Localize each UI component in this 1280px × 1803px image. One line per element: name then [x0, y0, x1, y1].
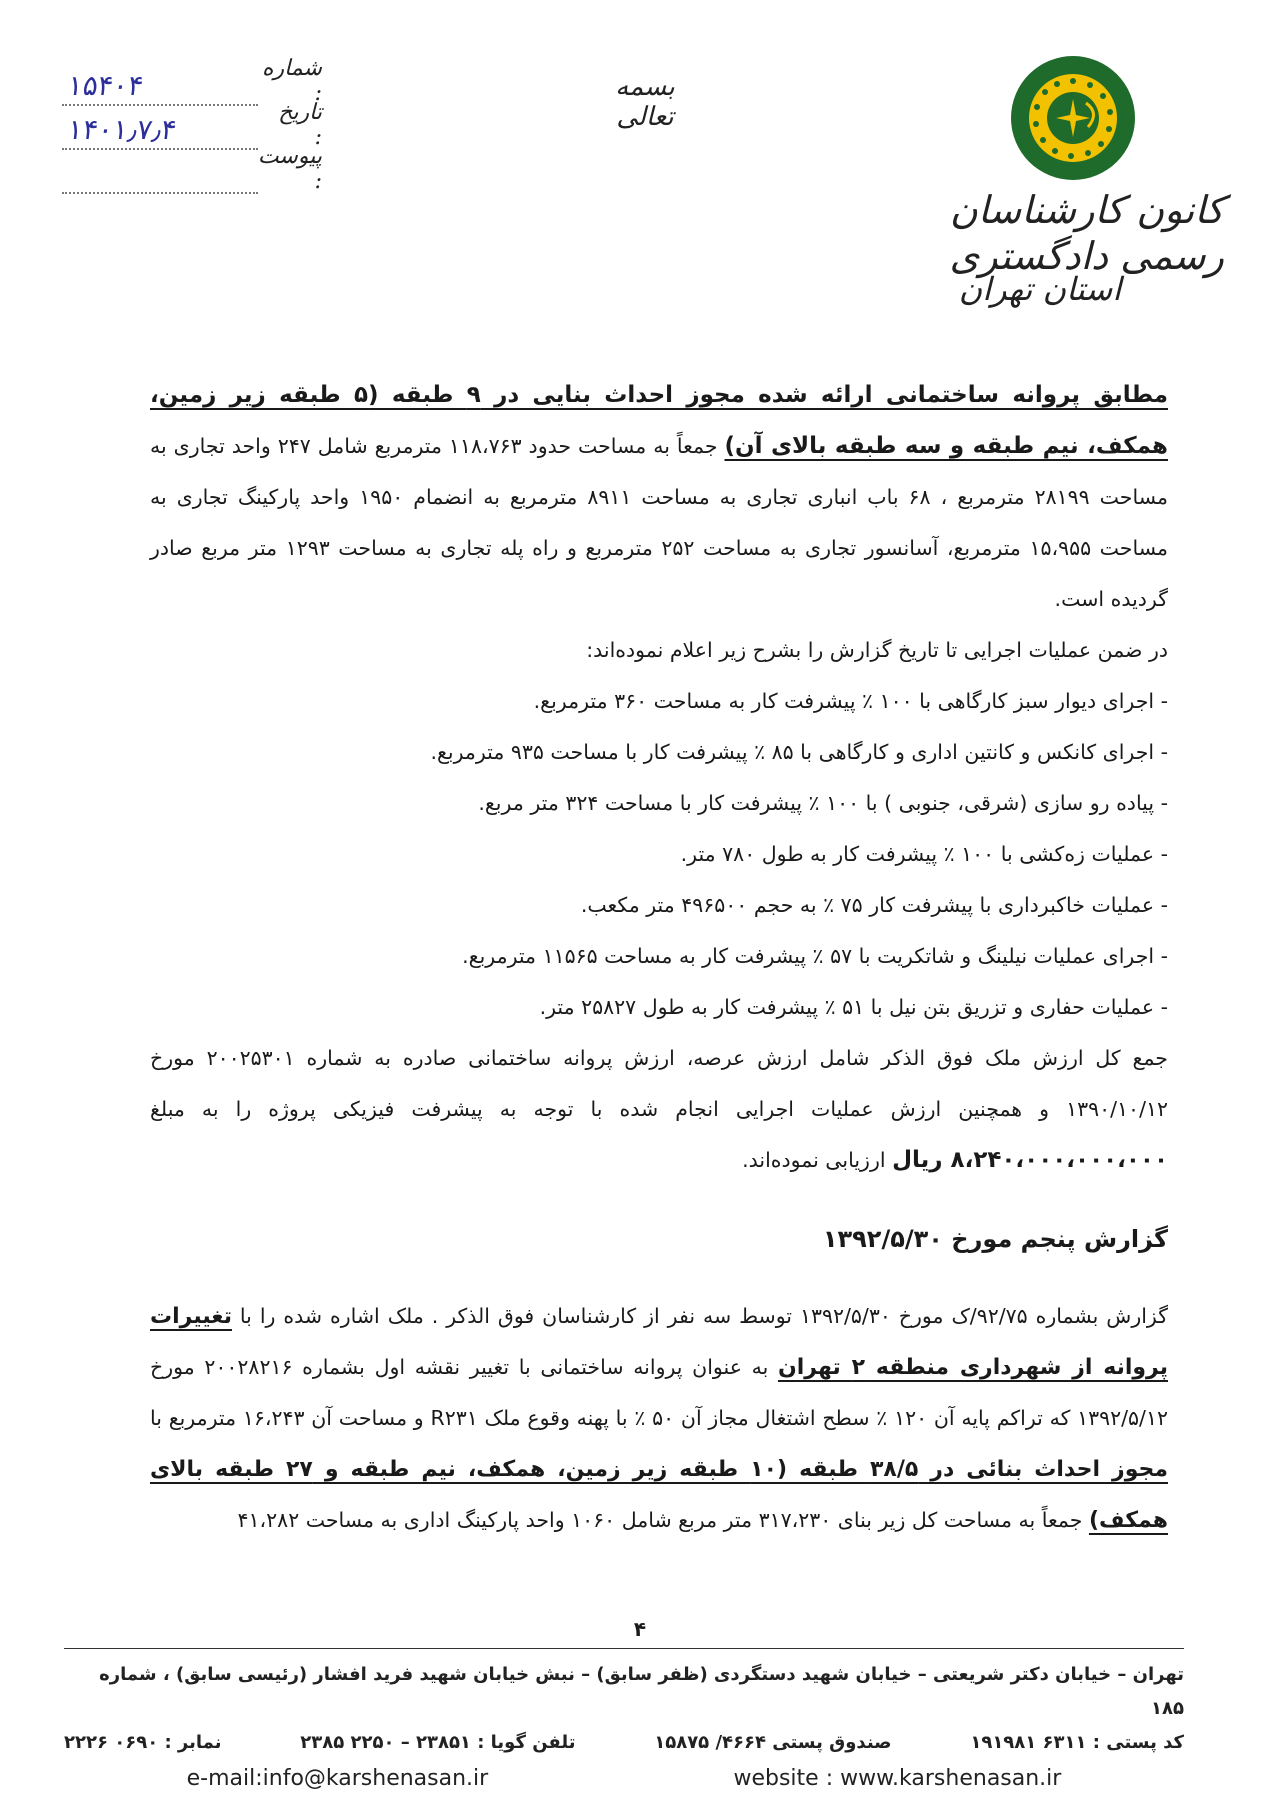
report-paragraph [150, 1291, 1168, 1546]
report-text-c: جمعاً به مساحت کل زیر بنای ۳۱۷،۲۳۰ متر مربع شامل ۱۰۶۰ واحد پارکینگ اداری به مساحت ۴۱،۲۸۲ [237, 1508, 1089, 1532]
meta-number-value: ۱۵۴۰۴ [65, 69, 146, 102]
meta-attachment-line [62, 158, 258, 194]
valuation-text: جمع کل ارزش ملک فوق الذکر شامل ارزش عرصه، ارزش پروانه ساختمانی صادره به شماره ۲۰۰۲۵۳۰۱ مورخ ۱۳۹۰/۱۰/۱۲ و همچنین ارزش عملیات اجرایی انجام شده با توجه به پیشرفت فیزیکی پروژه را به مبلغ [150, 1046, 1168, 1121]
meta-attachment-row [62, 144, 322, 194]
list-item: - اجرای کانکس و کانتین اداری و کارگاهی با ۸۵ ٪ پیشرفت کار با مساحت ۹۳۵ مترمربع. [430, 740, 1168, 764]
organization-logo-icon [1010, 55, 1136, 181]
footer-address: تهران – خیابان دکتر شریعتی – خیابان شهید دستگردی (ظفر سابق) – نبش خیابان شهید فرید افشار (رئیسی سابق) ، شماره ۱۸۵ [99, 1664, 1184, 1719]
list-item: - اجرای عملیات نیلینگ و شاتکریت با ۵۷ ٪ پیشرفت کار به مساحت ۱۱۵۶۵ مترمربع. [462, 944, 1168, 968]
letter-meta [62, 56, 322, 194]
report-text-b: به عنوان پروانه ساختمانی با تغییر نقشه اول بشماره ۲۰۰۲۸۲۱۶ مورخ ۱۳۹۲/۵/۱۲ که تراکم پایه آن ۱۲۰ ٪ سطح اشتغال مجاز آن ۵۰ ٪ با پهنه وقوع ملک R۲۳۱ و مساحت آن ۱۶،۲۴۳ مترمربع با [150, 1355, 1168, 1430]
operations-intro: در ضمن عملیات اجرایی تا تاریخ گزارش را بشرح زیر اعلام نموده‌اند: [586, 638, 1168, 662]
footer-web [64, 1762, 1184, 1796]
basmala: بسمه تعالی [615, 72, 675, 132]
operations-list [150, 676, 1168, 1033]
footer-po-box: صندوق پستی ۴۶۶۴/ ۱۵۸۷۵ [654, 1732, 892, 1753]
report-text-a: گزارش بشماره ۹۲/۷۵/ک مورخ ۱۳۹۲/۵/۳۰ توسط سه نفر از کارشناسان فوق الذکر . ملک اشاره شده را با [231, 1304, 1168, 1328]
footer-email-link[interactable]: e-mail:info@karshenasan.ir [186, 1766, 489, 1791]
letter-body [150, 370, 1168, 1546]
meta-date-line [62, 114, 258, 150]
intro-lead: مطابق پروانه ساختمانی ارائه شده مجوز احداث بنایی در ۹ طبقه (۵ طبقه زیر زمین، همکف، نیم طبقه و سه طبقه بالای آن) [150, 382, 1168, 459]
intro-paragraph [150, 370, 1168, 625]
organization-province: استان تهران [958, 270, 1122, 308]
footer-fax: نمابر : ۰۶۹۰ ۲۲۲۶ [64, 1732, 222, 1753]
meta-number-line [62, 70, 258, 106]
meta-date-label: تاریخ : [278, 100, 322, 150]
list-item: - پیاده رو سازی (شرقی، جنوبی ) با ۱۰۰ ٪ پیشرفت کار با مساحت ۳۲۴ متر مربع. [478, 791, 1168, 815]
intro-rest: جمعاً به مساحت حدود ۱۱۸،۷۶۳ مترمربع شامل ۲۴۷ واحد تجاری به مساحت ۲۸۱۹۹ مترمربع ، ۶۸ باب انباری تجاری به مساحت ۸۹۱۱ مترمربع به انضمام ۱۹۵۰ واحد پارکینگ تجاری به مساحت ۱۵،۹۵۵ مترمربع، آسانسور تجاری به مساحت ۲۵۲ مترمربع و راه پله تجاری به مساحت ۱۲۹۳ متر مربع صادر گردیده است. [150, 434, 1168, 611]
section-title: گزارش پنجم مورخ ۱۳۹۲/۵/۳۰ [822, 1225, 1168, 1253]
footer-phone: تلفن گویا : ۲۳۸۵۱ – ۲۲۵۰ ۲۳۸۵ [300, 1732, 576, 1753]
organization-name: کانون کارشناسان رسمی دادگستری [949, 188, 1224, 278]
page-number: ۴ [633, 1617, 647, 1641]
footer-divider [64, 1648, 1184, 1649]
report-bold-permit-scope: مجوز احداث بنائی در ۳۸/۵ طبقه (۱۰ طبقه زیر زمین، همکف، نیم طبقه و ۲۷ طبقه بالای همکف) [150, 1457, 1168, 1533]
list-item: - اجرای دیوار سبز کارگاهی با ۱۰۰ ٪ پیشرفت کار به مساحت ۳۶۰ مترمربع. [533, 689, 1168, 713]
meta-number-label: شماره : [261, 56, 322, 106]
letter-footer [64, 1658, 1184, 1796]
footer-website-link[interactable]: website : www.karshenasan.ir [733, 1766, 1062, 1791]
list-item: - عملیات زه‌کشی با ۱۰۰ ٪ پیشرفت کار به طول ۷۸۰ متر. [680, 842, 1168, 866]
footer-contacts [64, 1726, 1184, 1760]
footer-postal-code: کد پستی : ۶۳۱۱ ۱۹۱۹۸۱ [970, 1732, 1184, 1753]
meta-attachment-label: پیوست : [257, 144, 322, 194]
report-bold-permit-change: تغییرات پروانه از شهرداری منطقه ۲ تهران [150, 1304, 1168, 1380]
valuation-paragraph [150, 1033, 1168, 1186]
list-item: - عملیات حفاری و تزریق بتن نیل با ۵۱ ٪ پیشرفت کار به طول ۲۵۸۲۷ متر. [539, 995, 1168, 1019]
meta-date-value: ۱۴۰۱٫۷٫۴ [65, 113, 179, 146]
valuation-end: ارزیابی نموده‌اند. [742, 1148, 893, 1172]
valuation-amount: ۸،۲۴۰،۰۰۰،۰۰۰،۰۰۰ ریال [892, 1147, 1168, 1173]
list-item: - عملیات خاکبرداری با پیشرفت کار ۷۵ ٪ به حجم ۴۹۶۵۰۰ متر مکعب. [580, 893, 1168, 917]
